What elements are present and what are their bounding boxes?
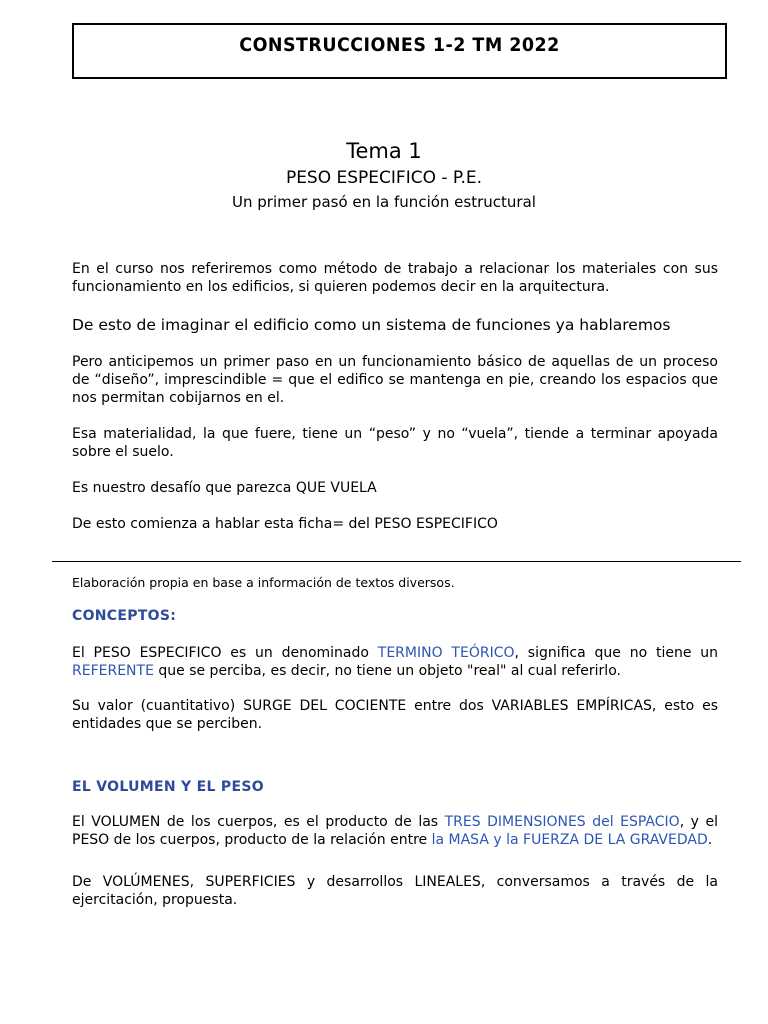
tres-dimensiones-link: TRES DIMENSIONES del ESPACIO bbox=[444, 814, 680, 830]
conceptos-text-c: que se perciba, es decir, no tiene un objeto "real" al cual referirlo. bbox=[153, 663, 621, 679]
source-note: Elaboración propia en base a información de textos diversos. bbox=[72, 575, 455, 590]
conceptos-text-b: , significa que no tiene un bbox=[514, 645, 719, 661]
intro-lead: De esto de imaginar el edificio como un sistema de funciones ya hablaremos bbox=[72, 316, 671, 334]
section-divider bbox=[52, 561, 741, 562]
intro-paragraph-1: En el curso nos referiremos como método de trabajo a relacionar los materiales con sus funcionamiento en los edificios, si quieren podemos decir en la arquitectura. bbox=[72, 261, 718, 295]
conceptos-heading: CONCEPTOS: bbox=[72, 608, 177, 624]
intro-paragraph-3: Esa materialidad, la que fuere, tiene un “peso” y no “vuela”, tiende a terminar apoyada sobre el suelo. bbox=[72, 426, 718, 460]
volumen-paragraph-1 bbox=[72, 813, 718, 849]
termino-teorico-link: TERMINO TEÓRICO bbox=[377, 645, 515, 661]
topic-number: Tema 1 bbox=[346, 139, 422, 163]
volumen-text-a: El VOLUMEN de los cuerpos, es el producto de las bbox=[72, 814, 445, 830]
document-title: CONSTRUCCIONES 1-2 TM 2022 bbox=[239, 34, 560, 56]
volumen-heading: EL VOLUMEN Y EL PESO bbox=[72, 779, 264, 795]
intro-paragraph-4: Es nuestro desafío que parezca QUE VUELA bbox=[72, 480, 377, 496]
conceptos-paragraph-1 bbox=[72, 644, 718, 680]
volumen-text-b: , y el PESO de los cuerpos, producto de la relación entre bbox=[72, 814, 718, 848]
topic-subtitle: PESO ESPECIFICO - P.E. bbox=[285, 168, 483, 188]
intro-paragraph-2: Pero anticipemos un primer paso en un funcionamiento básico de aquellas de un proceso de “diseño”, imprescindible = que el edifico se mantenga en pie, creando los espacios que nos permitan cobijarnos en el. bbox=[72, 354, 718, 406]
conceptos-paragraph-2: Su valor (cuantitativo) SURGE DEL COCIENTE entre dos VARIABLES EMPÍRICAS, esto es entidades que se perciben. bbox=[72, 698, 718, 732]
header-box bbox=[72, 23, 727, 79]
intro-paragraph-5: De esto comienza a hablar esta ficha= del PESO ESPECIFICO bbox=[72, 516, 498, 532]
masa-gravedad-link: la MASA y la FUERZA DE LA GRAVEDAD bbox=[431, 832, 708, 848]
volumen-text-c: . bbox=[707, 832, 713, 848]
volumen-paragraph-2: De VOLÚMENES, SUPERFICIES y desarrollos LINEALES, conversamos a través de la ejercitación, propuesta. bbox=[72, 874, 718, 908]
conceptos-text-a: El PESO ESPECIFICO es un denominado bbox=[72, 645, 378, 661]
topic-tagline: Un primer pasó en la función estructural bbox=[232, 193, 536, 211]
referente-link: REFERENTE bbox=[72, 663, 154, 679]
